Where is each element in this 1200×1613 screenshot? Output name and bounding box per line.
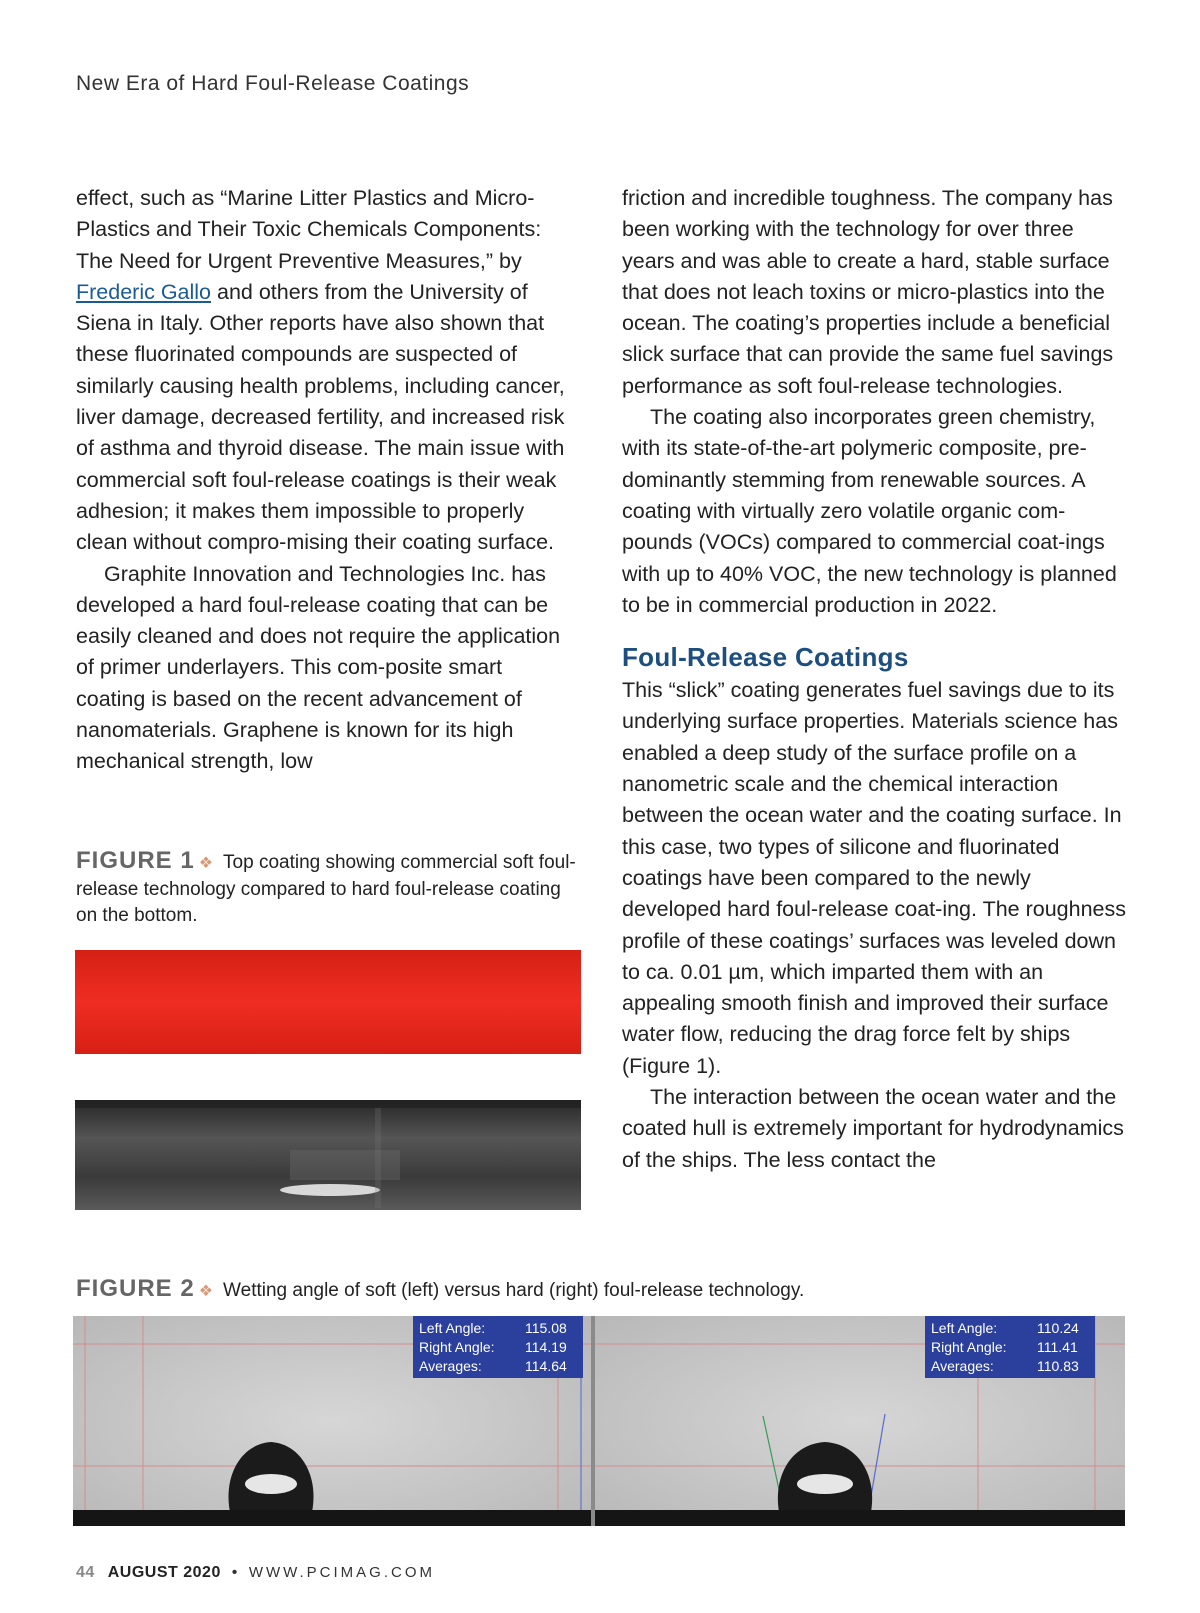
right-angle-value: 111.41 <box>1037 1339 1078 1355</box>
figure-2-caption <box>76 1276 1116 1305</box>
issue-date: AUGUST 2020 <box>107 1564 221 1581</box>
section-heading: Foul-Release Coatings <box>622 642 909 673</box>
diamond-icon: ❖ <box>198 855 214 872</box>
figure-1-caption <box>76 848 576 929</box>
figure-2-label: FIGURE 2 <box>76 1275 195 1302</box>
figure-1-image <box>75 950 581 1210</box>
soft-coating-red-strip <box>75 950 581 1054</box>
averages-label: Averages: <box>931 1358 994 1374</box>
left-angle-label: Left Angle: <box>931 1320 998 1336</box>
paragraph: The coating also incorporates green chemistry, with its state-of-the-art polymeric composite, pre-dominantly stemming from renewable sources. A coating with virtually zero volatile organic com-pounds (VOCs) compared to commercial coat-ings with up to 40% VOC, the new technology is planned to be in commercial production in 2022. <box>622 405 1117 617</box>
figure-2-caption-text: Wetting angle of soft (left) versus hard (right) foul-release technology. <box>223 1280 805 1301</box>
left-angle-value: 110.24 <box>1037 1320 1079 1336</box>
right-angle-value: 114.19 <box>525 1339 567 1355</box>
diamond-icon: ❖ <box>198 1283 214 1300</box>
paragraph: This “slick” coating generates fuel savings due to its underlying surface properties. Materials science has enabled a deep study of the surface profile on a nanometric scale and the chemical interaction between the ocean water and the coating surface. In this case, two types of silicone and fluorinated coatings have been compared to the newly developed hard foul-release coat-ing. The roughness profile of these coatings’ surfaces was leveled down to ca. 0.01 µm, which imparted them with an appealing smooth finish and improved their surface water flow, reducing the drag force felt by ships (Figure 1). <box>622 678 1126 1078</box>
averages-value: 110.83 <box>1037 1358 1079 1374</box>
averages-value: 114.64 <box>525 1358 567 1374</box>
right-angle-label: Right Angle: <box>419 1339 495 1355</box>
paragraph: Graphite Innovation and Technologies Inc. has developed a hard foul-release coating that can be easily cleaned and does not require the application of primer underlayers. This com-posite smart coating is based on the recent advancement of nanomaterials. Graphene is known for its high mechanical strength, low <box>76 561 561 774</box>
author-link[interactable]: Frederic Gallo <box>76 279 212 304</box>
soft-coating-droplet-panel <box>73 1316 591 1526</box>
left-column <box>76 183 576 778</box>
figure-2-image <box>73 1316 1125 1526</box>
page-footer <box>76 1564 435 1582</box>
hard-coating-droplet-panel <box>595 1316 1125 1526</box>
figure-1-caption-text: Top coating showing commercial soft foul-release technology compared to hard foul-release coating on the bottom. <box>76 852 576 926</box>
footer-separator: • <box>231 1564 238 1581</box>
page-number: 44 <box>76 1564 95 1581</box>
left-angle-value: 115.08 <box>525 1320 567 1336</box>
right-angle-label: Right Angle: <box>931 1339 1007 1355</box>
left-angle-label: Left Angle: <box>419 1320 486 1336</box>
right-column <box>622 183 1132 1176</box>
averages-label: Averages: <box>419 1358 482 1374</box>
paragraph: effect, such as “Marine Litter Plastics and Micro-Plastics and Their Toxic Chemicals Components: The Need for Urgent Preventive Measures,” by Frederic Gallo and others from the University of Siena in Italy. Other reports have also shown that these fluorinated compounds are suspected of similarly causing health problems, including cancer, liver damage, decreased fertility, and increased risk of asthma and thyroid disease. The main issue with commercial soft foul-release coatings is their weak adhesion; it makes them impossible to properly clean without compro-mising their coating surface. <box>76 186 565 555</box>
paragraph: The interaction between the ocean water and the coated hull is extremely important for hydrodynamics of the ships. The less contact the <box>622 1085 1124 1172</box>
paragraph: friction and incredible toughness. The company has been working with the technology for over three years and was able to create a hard, stable surface that does not leach toxins or micro-plastics into the ocean. The coating’s properties include a beneficial slick surface that can provide the same fuel savings performance as soft foul-release technologies. <box>622 186 1114 398</box>
figure-1-label: FIGURE 1 <box>76 847 195 874</box>
magazine-url[interactable]: WWW.PCIMAG.COM <box>248 1564 436 1581</box>
running-header: New Era of Hard Foul-Release Coatings <box>76 72 470 95</box>
